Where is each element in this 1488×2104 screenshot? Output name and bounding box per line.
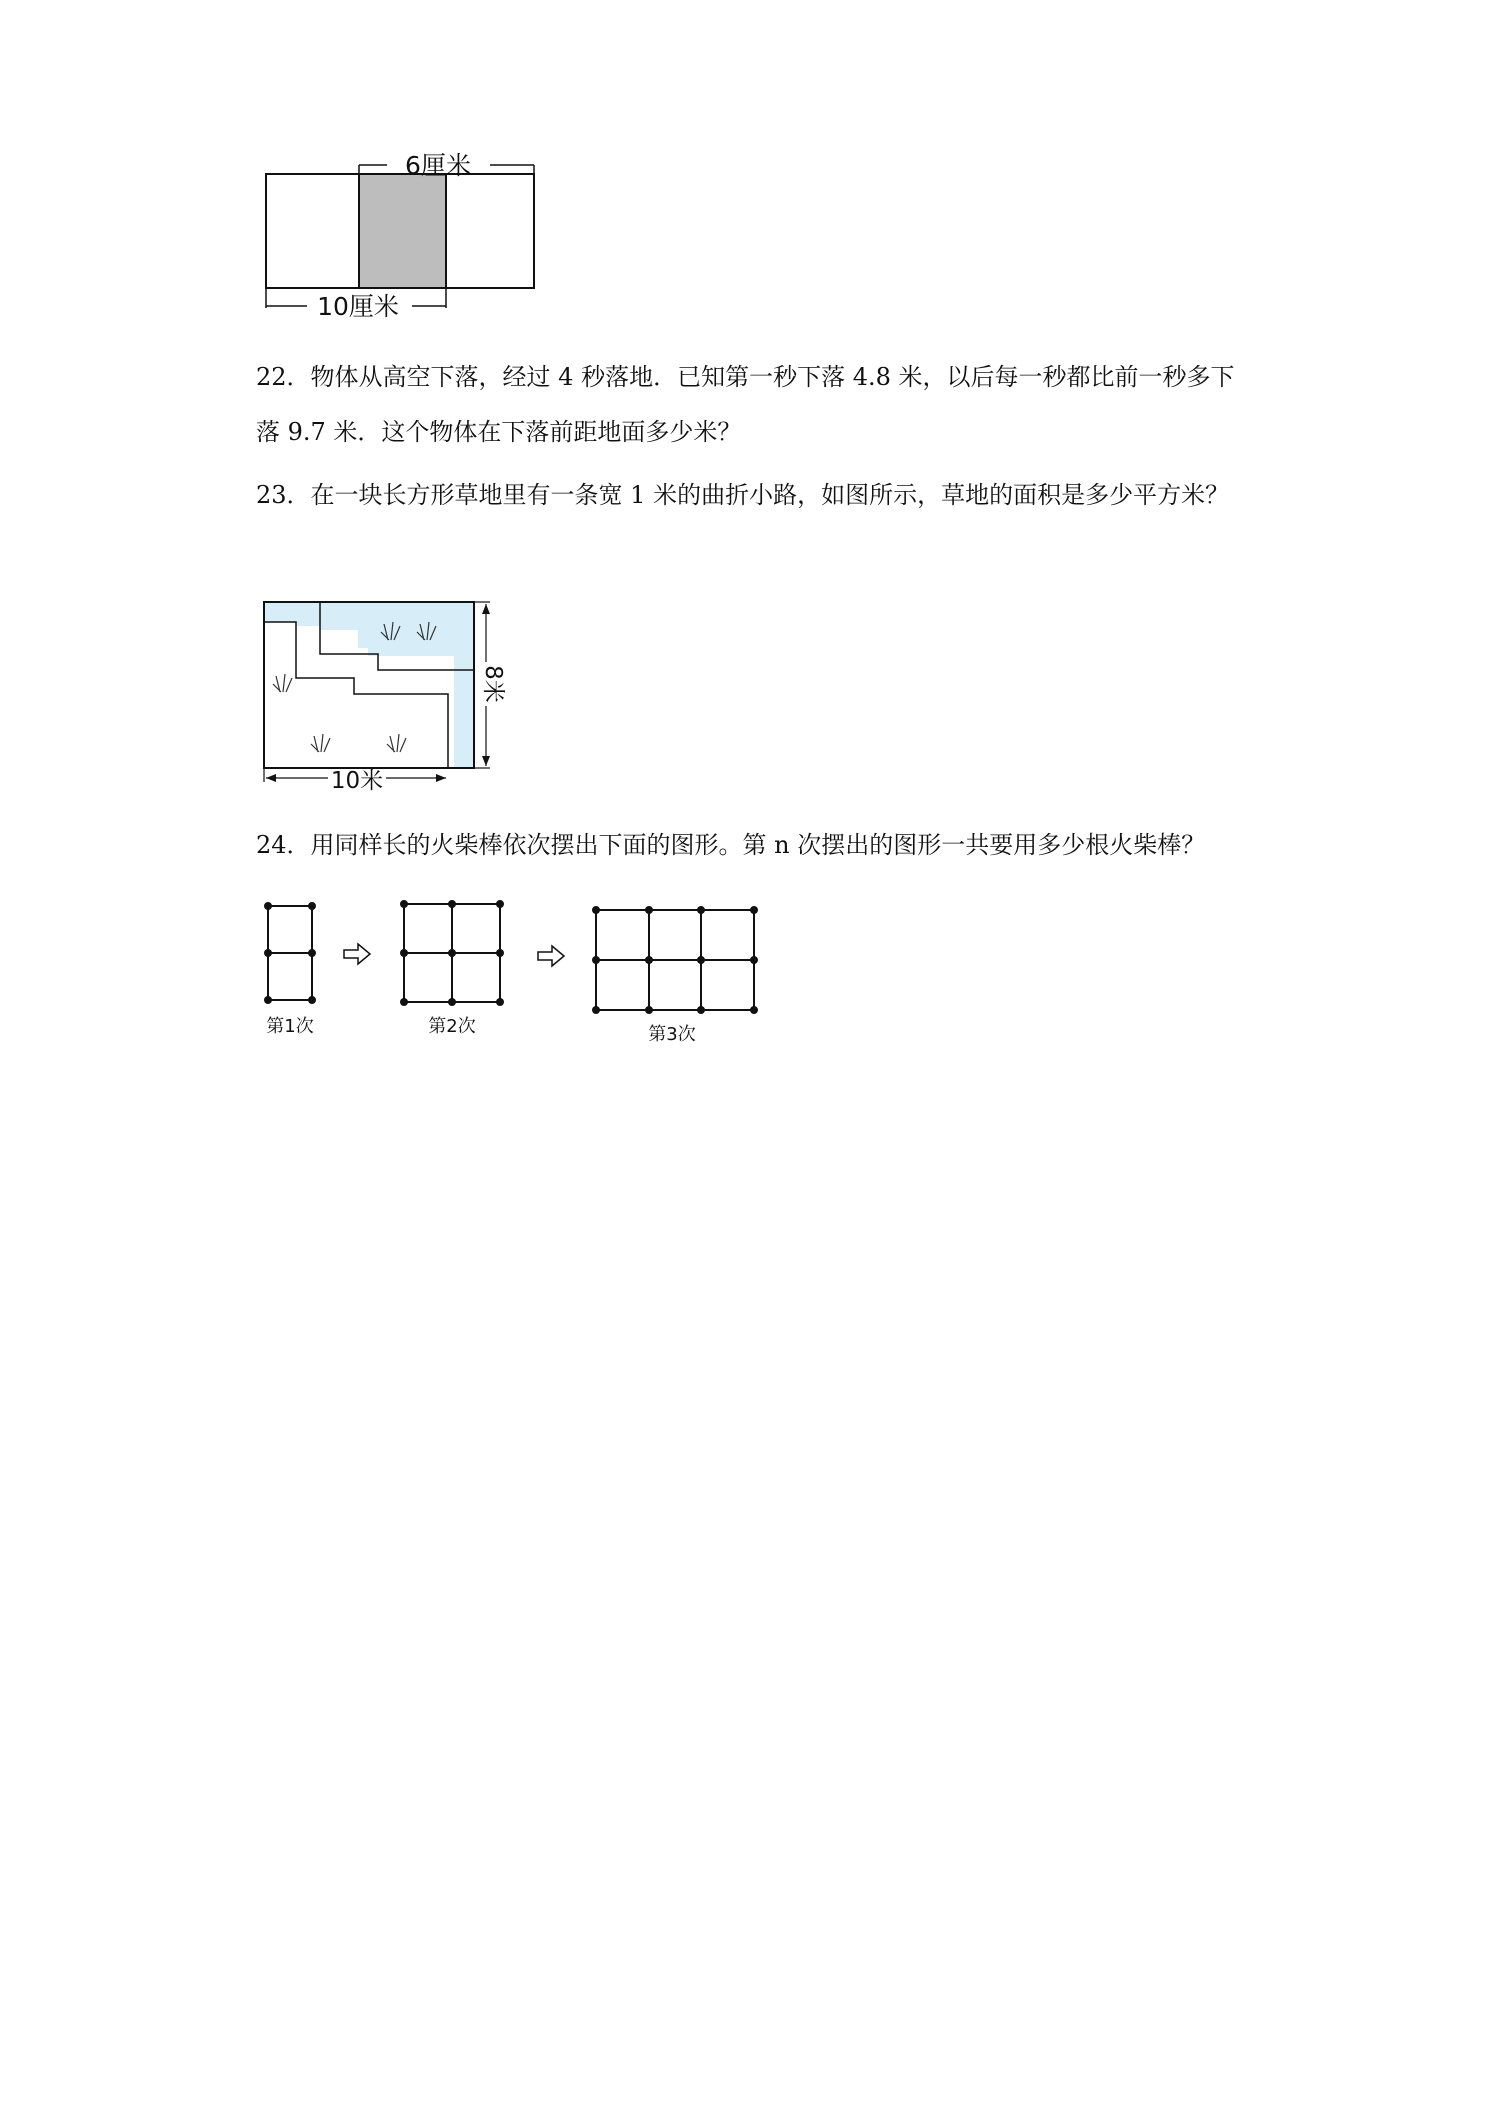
top-dimension-label: 6厘米 [405, 151, 471, 180]
question-24: 24．用同样长的火柴棒依次摆出下面的图形。第 n 次摆出的图形一共要用多少根火柴棒？ [256, 831, 1206, 859]
stage-3-label: 第3次 [648, 1024, 696, 1045]
matchstick-figure [258, 888, 758, 1058]
stage-2-label: 第2次 [428, 1016, 476, 1037]
height-dimension-label: 8米 [480, 665, 506, 703]
question-22: 22．物体从高空下落，经过 4 秒落地．已知第一秒下落 4.8 米，以后每一秒都比前一秒多下落 9.7 米．这个物体在下落前距地面多少米？ [256, 363, 1235, 446]
stage-1-pattern [265, 903, 315, 1003]
stage-2-pattern [401, 901, 503, 1005]
bottom-dimension-label: 10厘米 [317, 292, 399, 321]
shaded-square [359, 174, 446, 288]
lawn-figure [258, 596, 508, 796]
width-dimension-label: 10米 [330, 768, 384, 794]
rectangle-figure [262, 148, 552, 323]
question-23: 23．在一块长方形草地里有一条宽 1 米的曲折小路，如图所示，草地的面积是多少平方米？ [256, 481, 1230, 509]
stage-3-pattern [593, 907, 757, 1013]
stage-1-label: 第1次 [266, 1016, 314, 1037]
